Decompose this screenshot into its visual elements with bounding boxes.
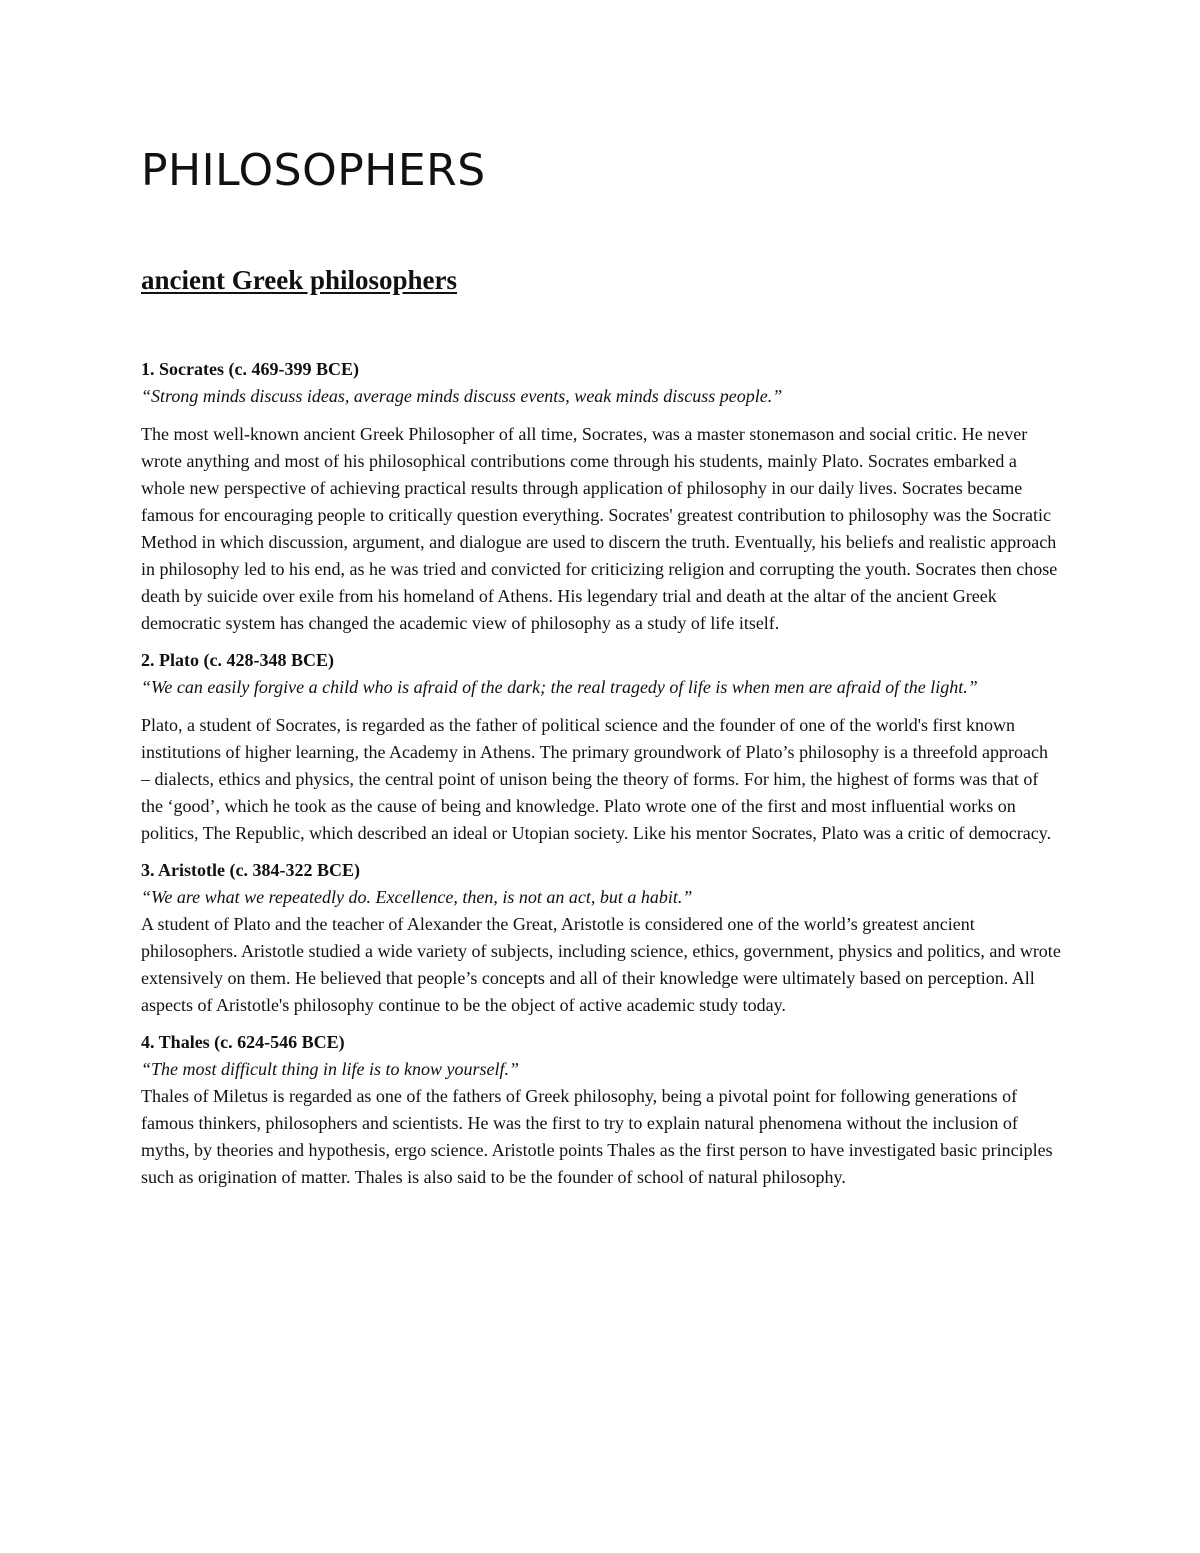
entry-quote: “We can easily forgive a child who is afraid of the dark; the real tragedy of life is when men are afraid of the light.” — [141, 677, 978, 697]
entry-heading: 1. Socrates (c. 469-399 BCE) — [141, 359, 359, 379]
entry-body: A student of Plato and the teacher of Alexander the Great, Aristotle is considered one of the world’s greatest ancient philosophers. Aristotle studied a wide variety of subjects, including science, ethics, government, physics and politics, and wrote extensively on them. He believed that people’s concepts and all of their knowledge were ultimately based on perception. All aspects of Aristotle's philosophy continue to be the object of active academic study today. — [141, 914, 1061, 1015]
entry-quote: “The most difficult thing in life is to know yourself.” — [141, 1059, 520, 1079]
entry-heading: 2. Plato (c. 428-348 BCE) — [141, 650, 334, 670]
entry-body: Plato, a student of Socrates, is regarded as the father of political science and the founder of one of the world's first known institutions of higher learning, the Academy in Athens. The primary groundwork of Plato’s philosophy is a threefold approach – dialects, ethics and physics, the central point of unison being the theory of forms. For him, the highest of forms was that of the ‘good’, which he took as the cause of being and knowledge. Plato wrote one of the first and most influential works on politics, The Republic, which described an ideal or Utopian society. Like his mentor Socrates, Plato was a critic of democracy. — [141, 715, 1052, 843]
document-title: PHILOSOPHERS — [141, 145, 486, 196]
entry-heading: 3. Aristotle (c. 384-322 BCE) — [141, 860, 360, 880]
philosopher-entry-plato — [141, 647, 1061, 847]
philosopher-entry-thales — [141, 1029, 1061, 1191]
entry-body: Thales of Miletus is regarded as one of the fathers of Greek philosophy, being a pivotal point for following generations of famous thinkers, philosophers and scientists. He was the first to try to explain natural phenomena without the inclusion of myths, by theories and hypothesis, ergo science. Aristotle points Thales as the first person to have investigated basic principles such as origination of matter. Thales is also said to be the founder of school of natural philosophy. — [141, 1086, 1053, 1187]
section-heading: ancient Greek philosophers — [141, 265, 458, 295]
philosopher-entry-aristotle — [141, 857, 1061, 1019]
entry-heading: 4. Thales (c. 624-546 BCE) — [141, 1032, 345, 1052]
philosopher-entry-socrates — [141, 356, 1061, 637]
entry-quote: “Strong minds discuss ideas, average minds discuss events, weak minds discuss people.” — [141, 386, 783, 406]
philosopher-list — [141, 356, 1061, 1201]
entry-quote: “We are what we repeatedly do. Excellence, then, is not an act, but a habit.” — [141, 887, 693, 907]
entry-body: The most well-known ancient Greek Philosopher of all time, Socrates, was a master stonemason and social critic. He never wrote anything and most of his philosophical contributions come through his students, mainly Plato. Socrates embarked a whole new perspective of achieving practical results through application of philosophy in our daily lives. Socrates became famous for encouraging people to critically question everything. Socrates' greatest contribution to philosophy was the Socratic Method in which discussion, argument, and dialogue are used to discern the truth. Eventually, his beliefs and realistic approach in philosophy led to his end, as he was tried and convicted for criticizing religion and corrupting the youth. Socrates then chose death by suicide over exile from his homeland of Athens. His legendary trial and death at the altar of the ancient Greek democratic system has changed the academic view of philosophy as a study of life itself. — [141, 424, 1058, 633]
